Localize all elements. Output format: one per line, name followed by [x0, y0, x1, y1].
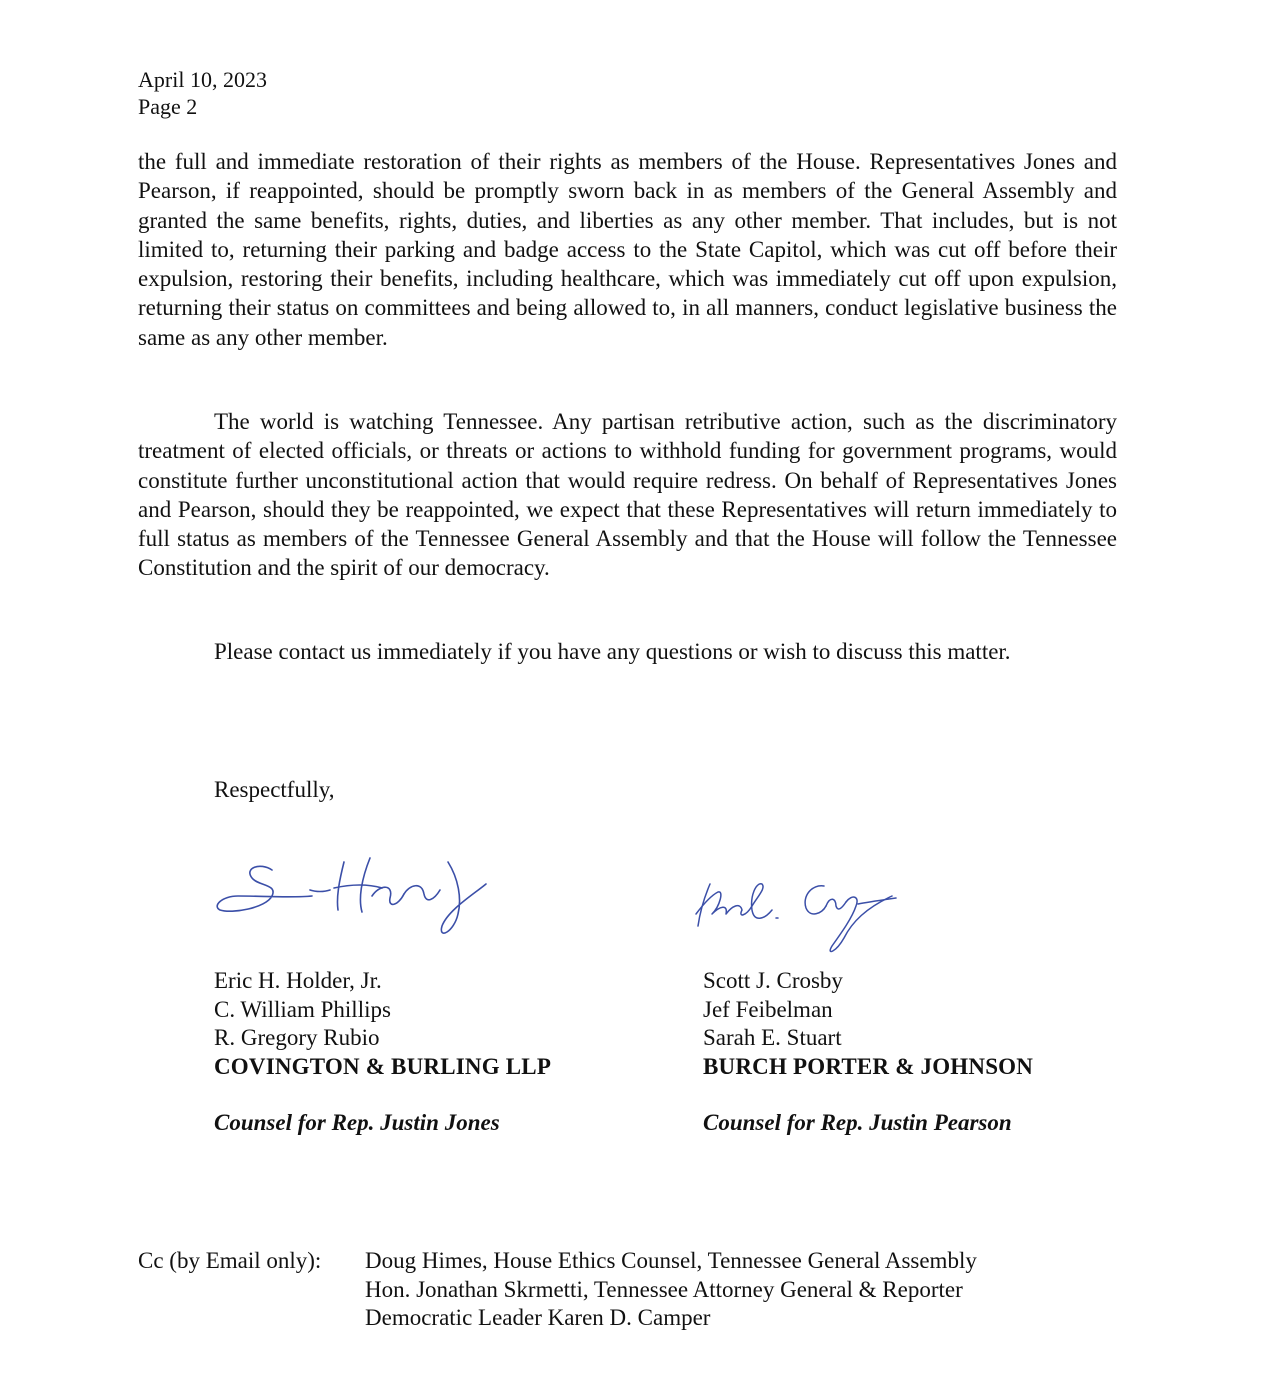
- letter-date: April 10, 2023: [138, 67, 267, 92]
- cc-recipient: Hon. Jonathan Skrmetti, Tennessee Attorney General & Reporter: [365, 1276, 963, 1302]
- firm-name: BURCH PORTER & JOHNSON: [703, 1053, 1034, 1079]
- counsel-role: Counsel for Rep. Justin Pearson: [703, 1110, 1012, 1135]
- signatory-name: Eric H. Holder, Jr.: [214, 968, 382, 993]
- signature-block-left: [214, 967, 551, 1138]
- firm-name: COVINGTON & BURLING LLP: [214, 1053, 552, 1079]
- signatory-name: Jef Feibelman: [703, 996, 833, 1022]
- signatory-name: C. William Phillips: [214, 996, 391, 1022]
- cc-recipient: Doug Himes, House Ethics Counsel, Tennessee General Assembly: [365, 1248, 977, 1273]
- cc-recipient-list: [365, 1247, 977, 1333]
- page-header: [138, 66, 267, 120]
- signatory-name: R. Gregory Rubio: [214, 1025, 380, 1050]
- counsel-role: Counsel for Rep. Justin Jones: [214, 1110, 500, 1135]
- signature-holder: [212, 848, 492, 940]
- signatory-name: Sarah E. Stuart: [703, 1025, 842, 1050]
- signatory-name: Scott J. Crosby: [703, 968, 843, 993]
- signature-crosby: [692, 866, 897, 961]
- cc-recipient: Democratic Leader Karen D. Camper: [365, 1305, 711, 1330]
- closing: Respectfully,: [214, 777, 335, 802]
- body-paragraph-3: Please contact us immediately if you have any questions or wish to discuss this matter.: [214, 639, 1011, 664]
- page-number: Page 2: [138, 94, 198, 119]
- body-paragraph-1: the full and immediate restoration of their rights as members of the House. Representatives Jones and Pearson, if reappointed, should be promptly sworn back in as members of the General Assembly and granted the same benefits, rights, duties, and liberties as any other member. That includes, but is not limited to, returning their parking and badge access to the State Capitol, which was cut off before their expulsion, restoring their benefits, including healthcare, which was immediately cut off upon expulsion, returning their status on committees and being allowed to, in all manners, conduct legislative business the same as any other member.: [138, 149, 1117, 350]
- cc-label: Cc (by Email only):: [138, 1248, 322, 1273]
- signature-block-right: [703, 967, 1033, 1138]
- body-paragraph-2: The world is watching Tennessee. Any partisan retributive action, such as the discriminatory treatment of elected officials, or threats or actions to withhold funding for government programs, would constitute further unconstitutional action that would require redress. On behalf of Representatives Jones and Pearson, should they be reappointed, we expect that these Representatives will return immediately to full status as members of the Tennessee General Assembly and that the House will follow the Tennessee Constitution and the spirit of our democracy.: [138, 409, 1117, 581]
